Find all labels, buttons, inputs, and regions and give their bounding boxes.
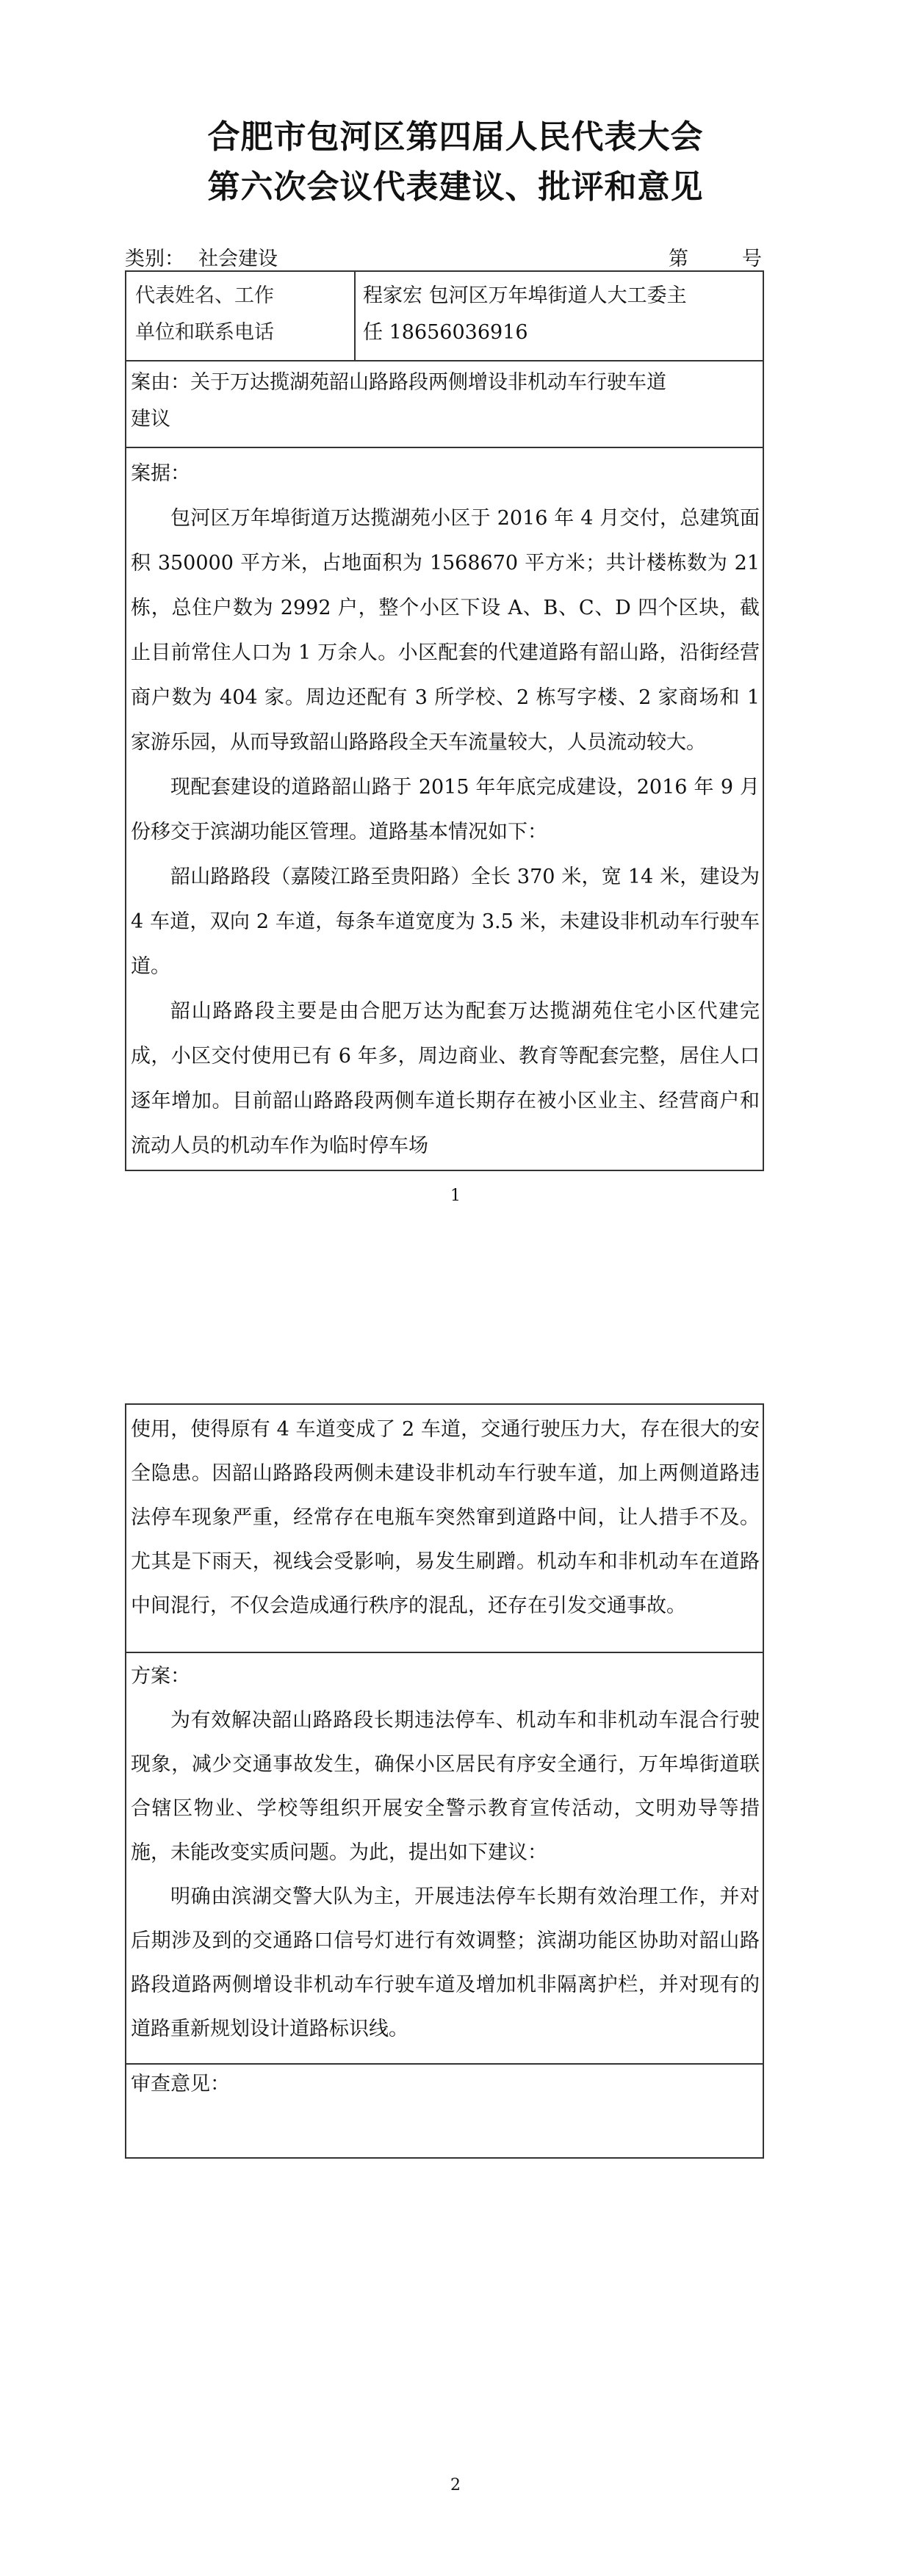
basis-paragraph-2: 现配套建设的道路韶山路于 2015 年年底完成建设，2016 年 9 月份移交于滨湖功能区管理。道路基本情况如下：: [131, 776, 760, 843]
category-value: 社会建设: [198, 248, 278, 270]
basis-paragraph-1: 包河区万年埠街道万达揽湖苑小区于 2016 年 4 月交付，总建筑面积 350000 平方米，占地面积为 1568670 平方米；共计楼栋数为 21 栋，总住户数为 2992 户，整个小区下设 A、B、C、D 四个区块，截止目前常住人口为 1 万余人。小区配套的代建道路有韶山路，沿街经营商户数为 404 家。周边还配有 3 所学校、2 栋写字楼、2 家商场和 1 家游乐园，从而导致韶山路路段全天车流量较大，人员流动较大。: [131, 507, 760, 754]
rep-value-cell: [363, 278, 760, 351]
basis-paragraph-4: 韶山路路段主要是由合肥万达为配套万达揽湖苑住宅小区代建完成，小区交付使用已有 6 年多，周边商业、教育等配套完整，居住人口逐年增加。目前韶山路路段两侧车道长期存在被小区业主、经营商户和流动人员的机动车作为临时停车场: [131, 1000, 760, 1157]
rep-value-line1: 程家宏 包河区万年埠街道人大工委主: [363, 284, 687, 307]
category-label: 类别：: [125, 248, 184, 270]
case-line1: 案由：关于万达揽湖苑韶山路路段两侧增设非机动车行驶车道: [131, 371, 666, 394]
review-label: 审查意见：: [131, 2073, 230, 2095]
number-label-prefix: 第: [669, 248, 688, 270]
meta-row: [125, 242, 764, 270]
case-cell: [131, 364, 760, 438]
rep-label-line2: 单位和联系电话: [135, 321, 274, 344]
proposal-table-page1: [125, 270, 764, 1171]
basis-cell: [131, 451, 760, 1168]
plan-label: 方案：: [131, 1665, 190, 1688]
page-number-2: 2: [450, 2476, 461, 2494]
proposal-table-page2: [125, 1403, 764, 2159]
case-line2: 建议: [131, 408, 170, 431]
page-number-1: 1: [450, 1187, 461, 1205]
plan-paragraph-2: 明确由滨湖交警大队为主，开展违法停车长期有效治理工作，并对后期涉及到的交通路口信号灯进行有效调整；滨湖功能区协助对韶山路路段道路两侧增设非机动车行驶车道及增加机非隔离护栏，并对现有的道路重新规划设计道路标识线。: [131, 1885, 760, 2040]
review-cell: [131, 2066, 760, 2103]
rep-label-cell: [135, 278, 356, 351]
document-title-line2: 第六次会议代表建议、批评和意见: [207, 168, 704, 206]
rep-label-line1: 代表姓名、工作: [135, 284, 274, 307]
plan-paragraph-1: 为有效解决韶山路路段长期违法停车、机动车和非机动车混合行驶现象，减少交通事故发生，确保小区居民有序安全通行，万年埠街道联合辖区物业、学校等组织开展安全警示教育宣传活动，文明劝导等措施，未能改变实质问题。为此，提出如下建议：: [131, 1709, 760, 1864]
number-label-suffix: 号: [742, 248, 762, 270]
basis-label: 案据：: [131, 462, 190, 485]
basis-continuation-cell: [131, 1408, 760, 1628]
basis-continuation: 使用，使得原有 4 车道变成了 2 车道，交通行驶压力大，存在很大的安全隐患。因韶山路路段两侧未建设非机动车行驶车道，加上两侧道路违法停车现象严重，经常存在电瓶车突然窜到道路中间，让人措手不及。尤其是下雨天，视线会受影响，易发生刷蹭。机动车和非机动车在道路中间混行，不仅会造成通行秩序的混乱，还存在引发交通事故。: [131, 1418, 760, 1617]
document-title-line1: 合肥市包河区第四届人民代表大会: [207, 118, 704, 156]
plan-cell: [131, 1655, 760, 2051]
rep-value-line2: 任 18656036916: [363, 321, 528, 344]
basis-paragraph-3: 韶山路路段（嘉陵江路至贵阳路）全长 370 米，宽 14 米，建设为 4 车道，双向 2 车道，每条车道宽度为 3.5 米，未建设非机动车行驶车道。: [131, 866, 760, 978]
